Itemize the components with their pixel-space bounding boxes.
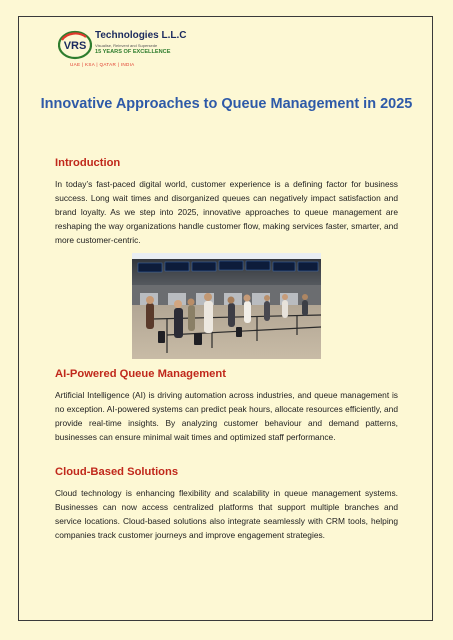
vrs-logo-icon	[58, 30, 92, 60]
page-title: Innovative Approaches to Queue Management in 2025	[40, 96, 413, 112]
airport-queue-photo	[132, 253, 321, 359]
company-tagline: Visualise, Reinvent and Supersede	[95, 43, 158, 48]
svg-text:VRS: VRS	[63, 40, 87, 52]
paragraph-introduction: In today’s fast-paced digital world, customer experience is a defining factor for business success. Long wait times and disorganized queues can negatively impact satisfaction and brand loyalty. As we step into 2025, innovative approaches to queue management are reshaping the way organizations handle customer flow, making services faster, smarter, and more customer-centric.	[55, 179, 398, 246]
years-badge: 15 YEARS OF EXCELLENCE	[95, 49, 171, 55]
paragraph-ai: Artificial Intelligence (AI) is driving automation across industries, and queue management is no exception. AI-powered systems can predict peak hours, allocate resources efficiently, and provide real-time insights. By analyzing customer behaviour and demand patterns, businesses can ensure minimal wait times and optimized staff performance.	[55, 390, 398, 443]
paragraph-cloud: Cloud technology is enhancing flexibility and scalability in queue management systems. Businesses can now access centralized platforms that support multiple branches and service locations. Cloud-based solutions also integrate seamlessly with CRM tools, helping companies track customer journeys and improve engagement strategies.	[55, 488, 398, 541]
section-heading-ai: AI-Powered Queue Management	[55, 368, 226, 380]
section-heading-introduction: Introduction	[55, 157, 121, 169]
company-name: Technologies L.L.C	[95, 30, 187, 41]
company-logo	[58, 26, 258, 72]
section-heading-cloud: Cloud-Based Solutions	[55, 466, 179, 478]
locations: UAE | KSA | QATAR | INDIA	[70, 62, 135, 67]
